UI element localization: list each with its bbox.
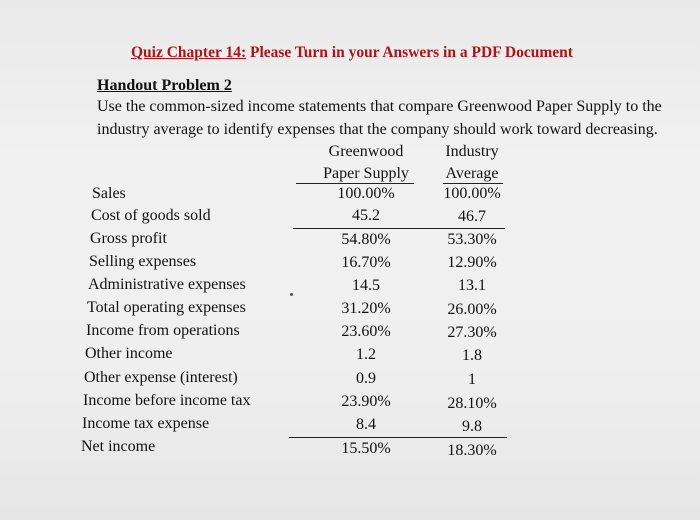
instruction-line-2: industry average to identify expenses that the company should work toward decreasing. — [97, 121, 658, 138]
row-value-greenwood: 15.50% — [341, 440, 391, 457]
row-label: Income tax expense — [82, 415, 210, 432]
row-value-greenwood: 16.70% — [341, 254, 391, 271]
row-label: Selling expenses — [89, 253, 197, 270]
row-label: Other expense (interest) — [84, 369, 238, 386]
row-label: Cost of goods sold — [91, 207, 211, 224]
row-value-industry: 1 — [468, 371, 476, 388]
row-value-industry: 1.8 — [462, 347, 482, 364]
rule-after-tax — [289, 437, 507, 438]
row-value-industry: 100.00% — [443, 185, 501, 202]
row-value-industry: 26.00% — [447, 301, 497, 318]
row-value-greenwood: 23.90% — [341, 393, 391, 410]
header-rule-b — [443, 183, 503, 184]
col-a-head-line1: Greenwood — [328, 143, 404, 160]
handout-title: Handout Problem 2 — [97, 77, 232, 94]
row-value-industry: 13.1 — [458, 277, 486, 294]
row-label: Income from operations — [86, 322, 240, 339]
row-label: Administrative expenses — [88, 276, 246, 293]
row-value-greenwood: 100.00% — [337, 185, 395, 202]
row-label: Income before income tax — [83, 392, 251, 409]
row-value-greenwood: 1.2 — [356, 346, 376, 363]
row-label: Net income — [81, 438, 156, 455]
instruction-line-1: Use the common-sized income statements that compare Greenwood Paper Supply to the — [97, 98, 662, 115]
row-value-greenwood: 45.2 — [352, 207, 380, 224]
row-label: Sales — [92, 185, 126, 202]
row-value-industry: 18.30% — [447, 442, 497, 459]
row-value-industry: 12.90% — [447, 254, 497, 271]
row-value-greenwood: 23.60% — [341, 323, 391, 340]
quiz-title — [131, 44, 573, 62]
quiz-title-prefix: Quiz Chapter 14: — [131, 44, 247, 61]
row-value-greenwood: 0.9 — [356, 370, 376, 387]
row-value-industry: 9.8 — [462, 418, 482, 435]
row-value-greenwood: 14.5 — [352, 277, 380, 294]
row-value-industry: 28.10% — [447, 395, 497, 412]
row-value-greenwood: 31.20% — [341, 300, 391, 317]
row-value-industry: 46.7 — [458, 208, 486, 225]
rule-after-cogs — [293, 228, 505, 229]
col-a-head-line2: Paper Supply — [323, 165, 409, 182]
row-label: Gross profit — [90, 230, 167, 247]
stray-mark — [290, 293, 293, 296]
row-value-greenwood: 54.80% — [341, 231, 391, 248]
col-b-head-line2: Average — [445, 165, 499, 182]
row-label: Total operating expenses — [87, 299, 246, 316]
col-b-head-line1: Industry — [445, 143, 499, 160]
row-value-industry: 53.30% — [447, 231, 497, 248]
row-label: Other income — [85, 345, 173, 362]
header-rule-a — [296, 183, 414, 184]
quiz-title-rest: Please Turn in your Answers in a PDF Document — [246, 44, 573, 61]
row-value-greenwood: 8.4 — [356, 416, 376, 433]
row-value-industry: 27.30% — [447, 324, 497, 341]
